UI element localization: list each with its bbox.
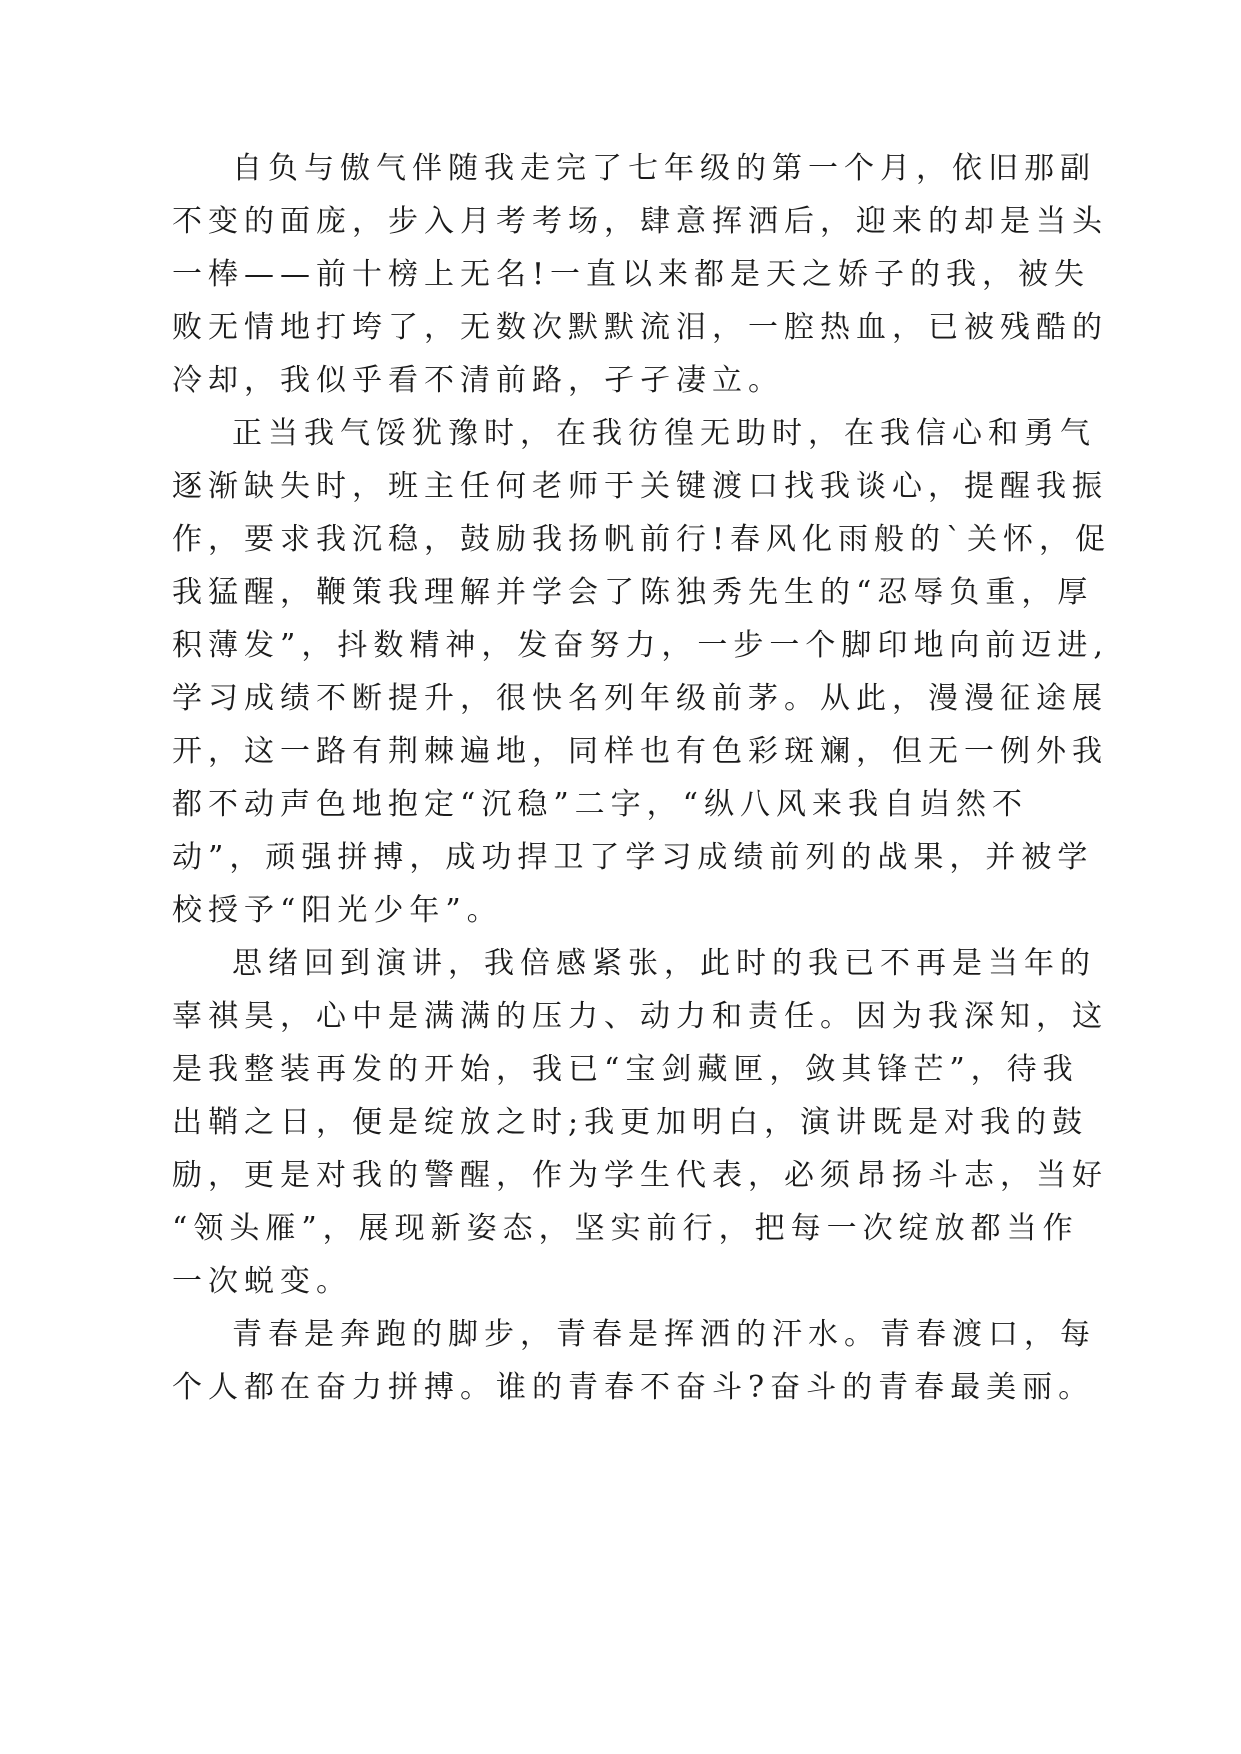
text-line: 辜祺昊，心中是满满的压力、动力和责任。因为我深知，这 <box>172 999 1108 1034</box>
text-line: 励，更是对我的警醒，作为学生代表，必须昂扬斗志，当好 <box>172 1158 1108 1193</box>
text-line: 自负与傲气伴随我走完了七年级的第一个月，依旧那副 <box>232 151 1096 186</box>
text-line: 青春是奔跑的脚步，青春是挥洒的汗水。青春渡口，每 <box>232 1317 1096 1352</box>
text-line: 都不动声色地抱定“沉稳”二字，“纵八风来我自岿然不 <box>172 787 1029 822</box>
text-line: 积薄发”，抖数精神，发奋努力，一步一个脚印地向前迈进, <box>172 628 1109 663</box>
text-line: 开，这一路有荆棘遍地，同样也有色彩斑斓，但无一例外我 <box>172 734 1108 769</box>
text-line: 出鞘之日，便是绽放之时;我更加明白，演讲既是对我的鼓 <box>172 1105 1089 1140</box>
text-line: 思绪回到演讲，我倍感紧张，此时的我已不再是当年的 <box>232 946 1096 981</box>
text-line: 逐渐缺失时，班主任何老师于关键渡口找我谈心，提醒我振 <box>172 469 1108 504</box>
text-line: 一棒——前十榜上无名!一直以来都是天之娇子的我，被失 <box>172 257 1091 292</box>
text-line: 一次蜕变。 <box>172 1264 352 1299</box>
text-line: 冷却，我似乎看不清前路，孑孑凄立。 <box>172 363 784 398</box>
text-line: 我猛醒，鞭策我理解并学会了陈独秀先生的“忍辱负重，厚 <box>172 575 1094 610</box>
text-line: 作，要求我沉稳，鼓励我扬帆前行!春风化雨般的`关怀，促 <box>172 522 1112 557</box>
text-line: 不变的面庞，步入月考考场，肆意挥洒后，迎来的却是当头 <box>172 204 1108 239</box>
text-line: 个人都在奋力拼搏。谁的青春不奋斗?奋斗的青春最美丽。 <box>172 1370 1095 1405</box>
text-line: 正当我气馁犹豫时，在我彷徨无助时，在我信心和勇气 <box>232 416 1096 451</box>
text-line: 学习成绩不断提升，很快名列年级前茅。从此，漫漫征途展 <box>172 681 1108 716</box>
text-line: 校授予“阳光少年”。 <box>172 893 503 928</box>
text-line: “领头雁”，展现新姿态，坚实前行，把每一次绽放都当作 <box>172 1211 1079 1246</box>
text-line: 动”，顽强拼搏，成功捍卫了学习成绩前列的战果，并被学 <box>172 840 1094 875</box>
text-line: 败无情地打垮了，无数次默默流泪，一腔热血，已被残酷的 <box>172 310 1108 345</box>
text-line: 是我整装再发的开始，我已“宝剑藏匣，敛其锋芒”，待我 <box>172 1052 1079 1087</box>
